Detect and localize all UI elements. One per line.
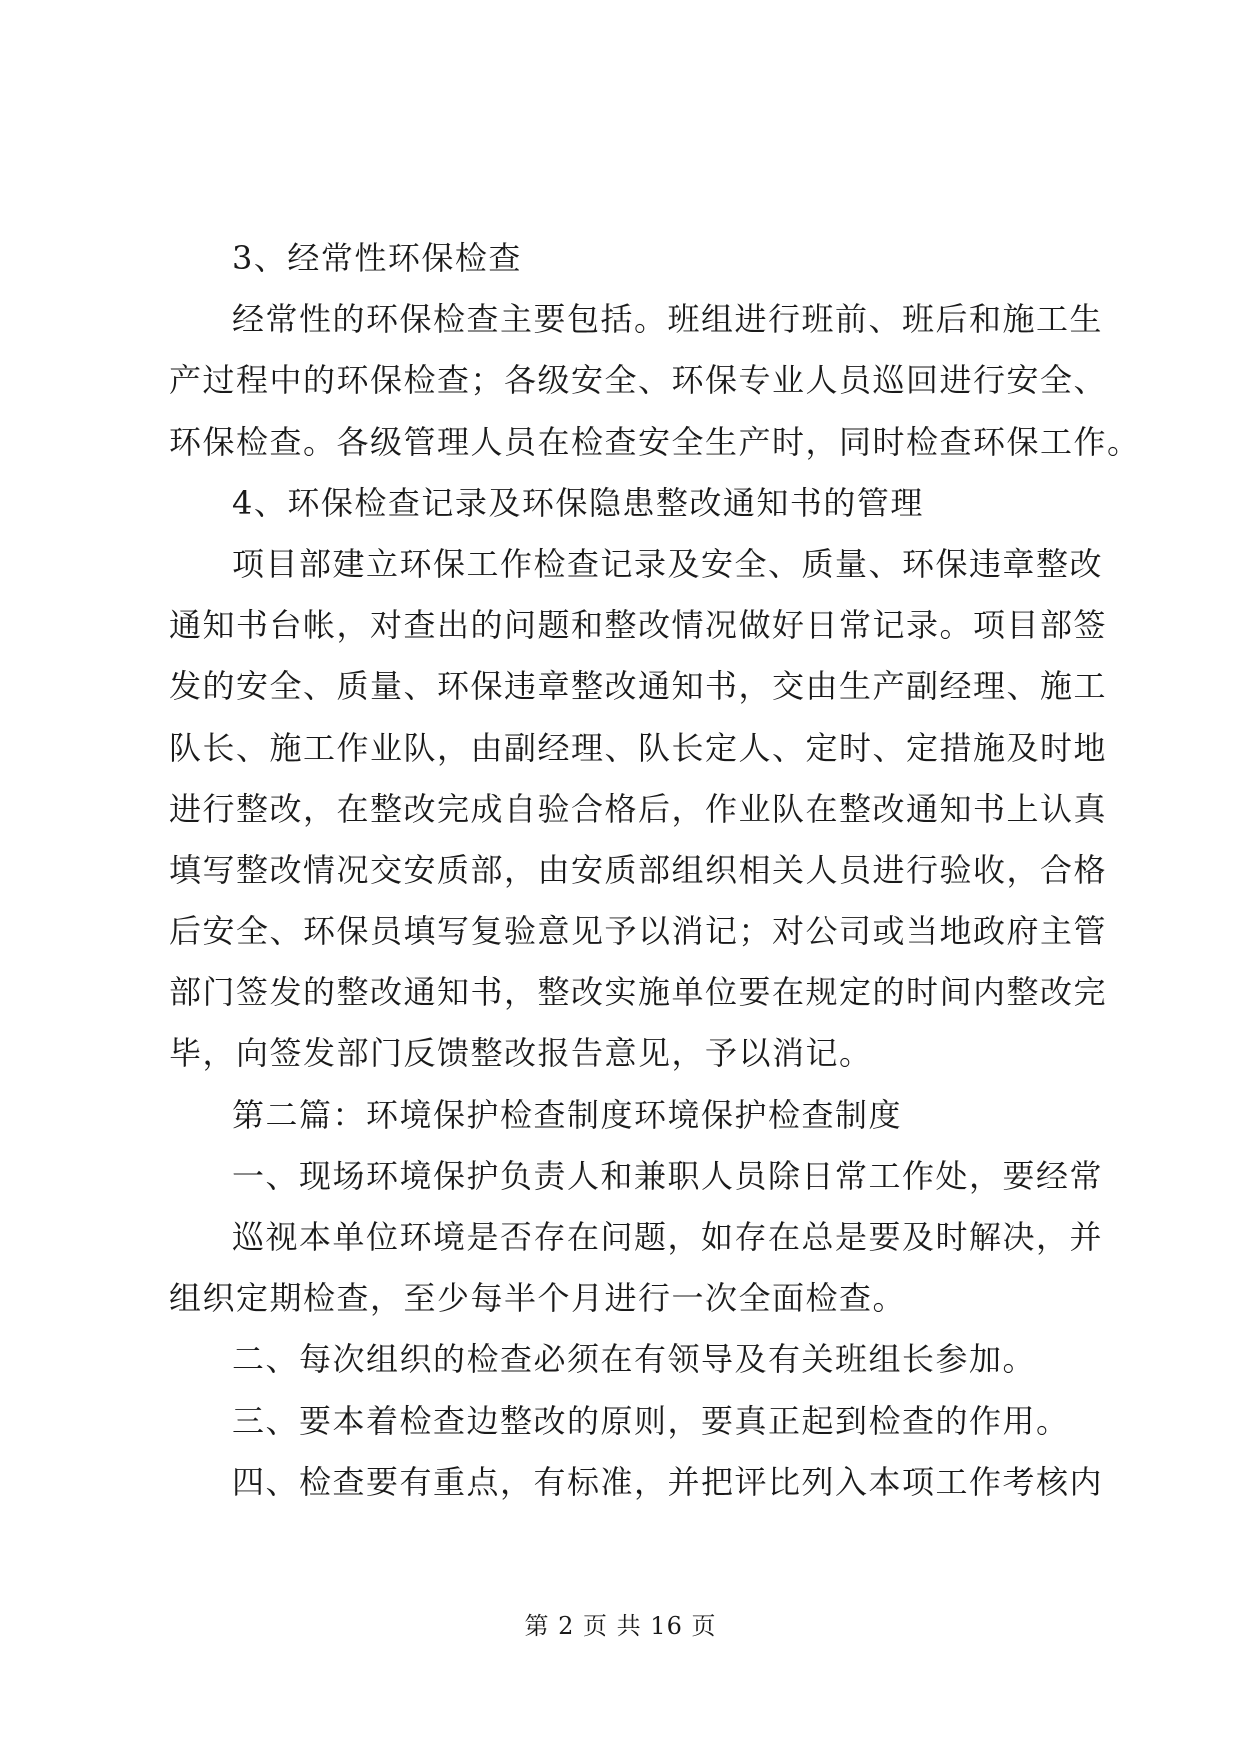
paragraph-line: 队长、施工作业队，由副经理、队长定人、定时、定措施及时地 [169, 728, 1108, 767]
page-number-footer: 第 2 页 共 16 页 [524, 1612, 717, 1640]
heading-4: 4、环保检查记录及环保隐患整改通知书的管理 [232, 483, 924, 522]
paragraph-line: 四、检查要有重点，有标准，并把评比列入本项工作考核内 [232, 1462, 1104, 1501]
paragraph-line: 毕，向签发部门反馈整改报告意见，予以消记。 [169, 1034, 873, 1073]
paragraph-line: 巡视本单位环境是否存在问题，如存在总是要及时解决，并 [232, 1218, 1104, 1256]
section-title: 第二篇：环境保护检查制度环境保护检查制度 [232, 1095, 903, 1134]
paragraph-line: 填写整改情况交安质部，由安质部组织相关人员进行验收，合格 [169, 850, 1108, 889]
paragraph-line: 环保检查。各级管理人员在检查安全生产时，同时检查环保工作。 [169, 422, 1141, 461]
paragraph-line: 发的安全、质量、环保违章整改通知书，交由生产副经理、施工 [169, 667, 1108, 706]
paragraph-line: 三、要本着检查边整改的原则，要真正起到检查的作用。 [232, 1401, 1070, 1440]
paragraph-line: 经常性的环保检查主要包括。班组进行班前、班后和施工生 [232, 300, 1104, 339]
paragraph-line: 进行整改，在整改完成自验合格后，作业队在整改通知书上认真 [169, 789, 1108, 828]
paragraph-line: 二、每次组织的检查必须在有领导及有关班组长参加。 [232, 1340, 1037, 1379]
paragraph-line: 后安全、环保员填写复验意见予以消记；对公司或当地政府主管 [169, 912, 1108, 951]
paragraph-line: 项目部建立环保工作检查记录及安全、质量、环保违章整改 [232, 544, 1104, 583]
document-body [169, 228, 1141, 1513]
heading-3: 3、经常性环保检查 [232, 239, 522, 277]
paragraph-line: 产过程中的环保检查；各级安全、环保专业人员巡回进行安全、 [169, 361, 1108, 400]
paragraph-line: 部门签发的整改通知书，整改实施单位要在规定的时间内整改完 [169, 973, 1108, 1012]
paragraph-line: 组织定期检查，至少每半个月进行一次全面检查。 [169, 1279, 907, 1318]
paragraph-line: 通知书台帐，对查出的问题和整改情况做好日常记录。项目部签 [169, 606, 1108, 645]
paragraph-line: 一、现场环境保护负责人和兼职人员除日常工作处，要经常 [232, 1156, 1104, 1195]
